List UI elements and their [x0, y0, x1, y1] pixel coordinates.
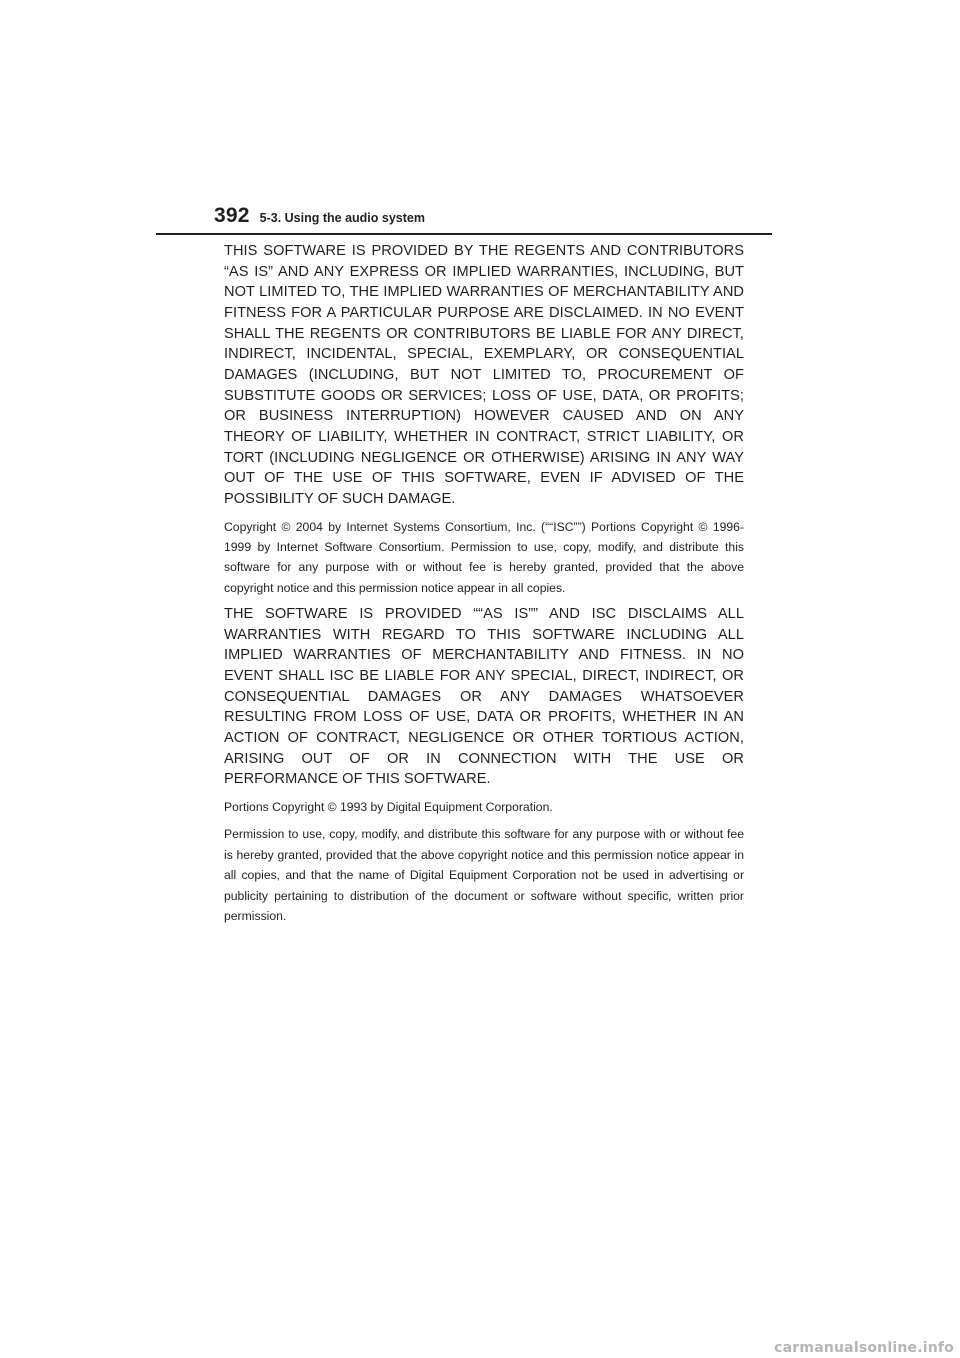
- site-watermark: carmanualsonline.info: [774, 1340, 954, 1356]
- page-header: [214, 204, 425, 234]
- isc-disclaimer-paragraph: THE SOFTWARE IS PROVIDED ““AS IS”” AND ISC DISCLAIMS ALL WARRANTIES WITH REGARD TO THIS SOFTWARE INCLUDING ALL IMPLIED WARRANTIES OF MERCHANTABILITY AND FITNESS. IN NO EVENT SHALL ISC BE LIABLE FOR ANY SPECIAL, DIRECT, INDIRECT, OR CONSEQUENTIAL DAMAGES OR ANY DAMAGES WHATSOEVER RESULTING FROM LOSS OF USE, DATA OR PROFITS, WHETHER IN AN ACTION OF CONTRACT, NEGLIGENCE OR OTHER TORTIOUS ACTION, ARISING OUT OF OR IN CONNECTION WITH THE USE OR PERFORMANCE OF THIS SOFTWARE.: [224, 606, 744, 788]
- header-divider: [156, 233, 772, 235]
- page-number: 392: [214, 204, 250, 227]
- section-title: 5-3. Using the audio system: [259, 211, 425, 225]
- document-body: [224, 241, 744, 933]
- regents-disclaimer-paragraph: THIS SOFTWARE IS PROVIDED BY THE REGENTS AND CONTRIBUTORS “AS IS” AND ANY EXPRESS OR IMPLIED WARRANTIES, INCLUDING, BUT NOT LIMITED TO, THE IMPLIED WARRANTIES OF MERCHANTABILITY AND FITNESS FOR A PARTICULAR PURPOSE ARE DISCLAIMED. IN NO EVENT SHALL THE REGENTS OR CONTRIBUTORS BE LIABLE FOR ANY DIRECT, INDIRECT, INCIDENTAL, SPECIAL, EXEMPLARY, OR CONSEQUENTIAL DAMAGES (INCLUDING, BUT NOT LIMITED TO, PROCUREMENT OF SUBSTITUTE GOODS OR SERVICES; LOSS OF USE, DATA, OR PROFITS; OR BUSINESS INTERRUPTION) HOWEVER CAUSED AND ON ANY THEORY OF LIABILITY, WHETHER IN CONTRACT, STRICT LIABILITY, OR TORT (INCLUDING NEGLIGENCE OR OTHERWISE) ARISING IN ANY WAY OUT OF THE USE OF THIS SOFTWARE, EVEN IF ADVISED OF THE POSSIBILITY OF SUCH DAMAGE.: [224, 243, 744, 507]
- dec-copyright-paragraph: Portions Copyright © 1993 by Digital Equipment Corporation.: [224, 800, 553, 815]
- dec-permission-paragraph: Permission to use, copy, modify, and distribute this software for any purpose with or without fee is hereby granted, provided that the above copyright notice and this permission notice appear in all copies, and that the name of Digital Equipment Corporation not be used in advertising or publicity pertaining to distribution of the document or software without specific, written prior permission.: [224, 827, 744, 924]
- isc-copyright-paragraph: Copyright © 2004 by Internet Systems Consortium, Inc. (““ISC””) Portions Copyright © 1996-1999 by Internet Software Consortium. Permission to use, copy, modify, and distribute this software for any purpose with or without fee is hereby granted, provided that the above copyright notice and this permission notice appear in all copies.: [224, 519, 744, 595]
